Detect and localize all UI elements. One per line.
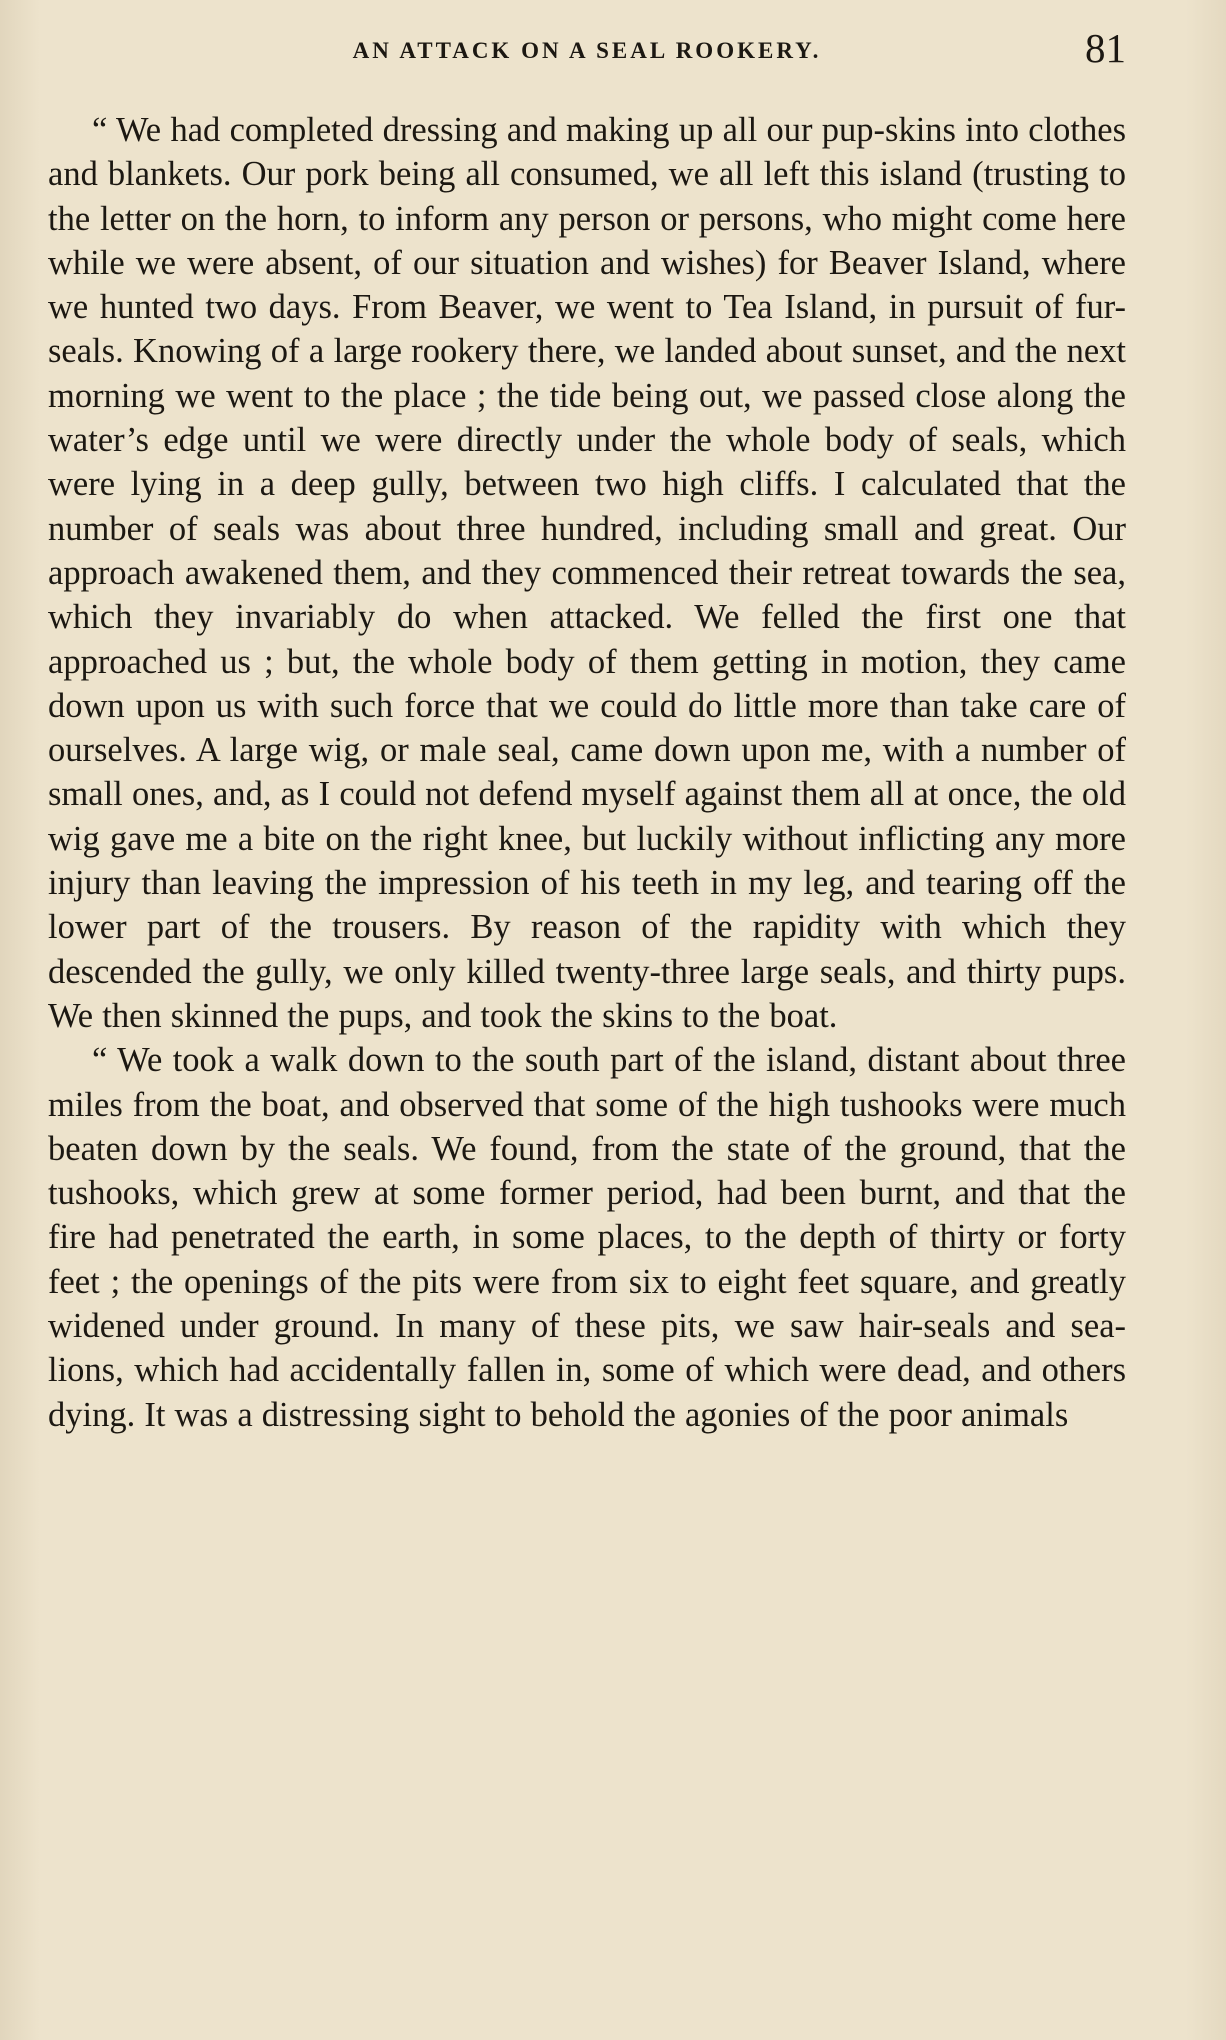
running-head bbox=[48, 22, 1126, 82]
paragraph: “ We had completed dressing and making up all our pup-skins into clothes and blankets. Our pork being all consumed, we all left this island (trusting to the letter on the horn, to inform any person or persons, who might come here while we were absent, of our situation and wishes) for Beaver Island, where we hunted two days. From Beaver, we went to Tea Island, in pursuit of fur-seals. Knowing of a large rookery there, we landed about sunset, and the next morning we went to the place ; the tide being out, we passed close along the water’s edge until we were directly under the whole body of seals, which were lying in a deep gully, between two high cliffs. I calculated that the number of seals was about three hundred, including small and great. Our approach awakened them, and they commenced their retreat towards the sea, which they invariably do when attacked. We felled the first one that approached us ; but, the whole body of them getting in motion, they came down upon us with such force that we could do little more than take care of ourselves. A large wig, or male seal, came down upon me, with a number of small ones, and, as I could not defend myself against them all at once, the old wig gave me a bite on the right knee, but luckily without inflicting any more injury than leaving the impression of his teeth in my leg, and tearing off the lower part of the trousers. By reason of the rapidity with which they descended the gully, we only killed twenty-three large seals, and thirty pups. We then skinned the pups, and took the skins to the boat. bbox=[48, 111, 1126, 1035]
running-title: AN ATTACK ON A SEAL ROOKERY. bbox=[352, 38, 822, 63]
body-text bbox=[48, 108, 1126, 1437]
paragraph: “ We took a walk down to the south part of the island, distant about three miles from the boat, and observed that some of the high tushooks were much beaten down by the seals. We found, from the state of the ground, that the tushooks, which grew at some former period, had been burnt, and that the fire had penetrated the earth, in some places, to the depth of thirty or forty feet ; the openings of the pits were from six to eight feet square, and greatly widened under ground. In many of these pits, we saw hair-seals and sea-lions, which had accidentally fallen in, some of which were dead, and others dying. It was a distressing sight to behold the agonies of the poor animals bbox=[48, 1041, 1126, 1434]
page-number: 81 bbox=[1085, 25, 1126, 71]
